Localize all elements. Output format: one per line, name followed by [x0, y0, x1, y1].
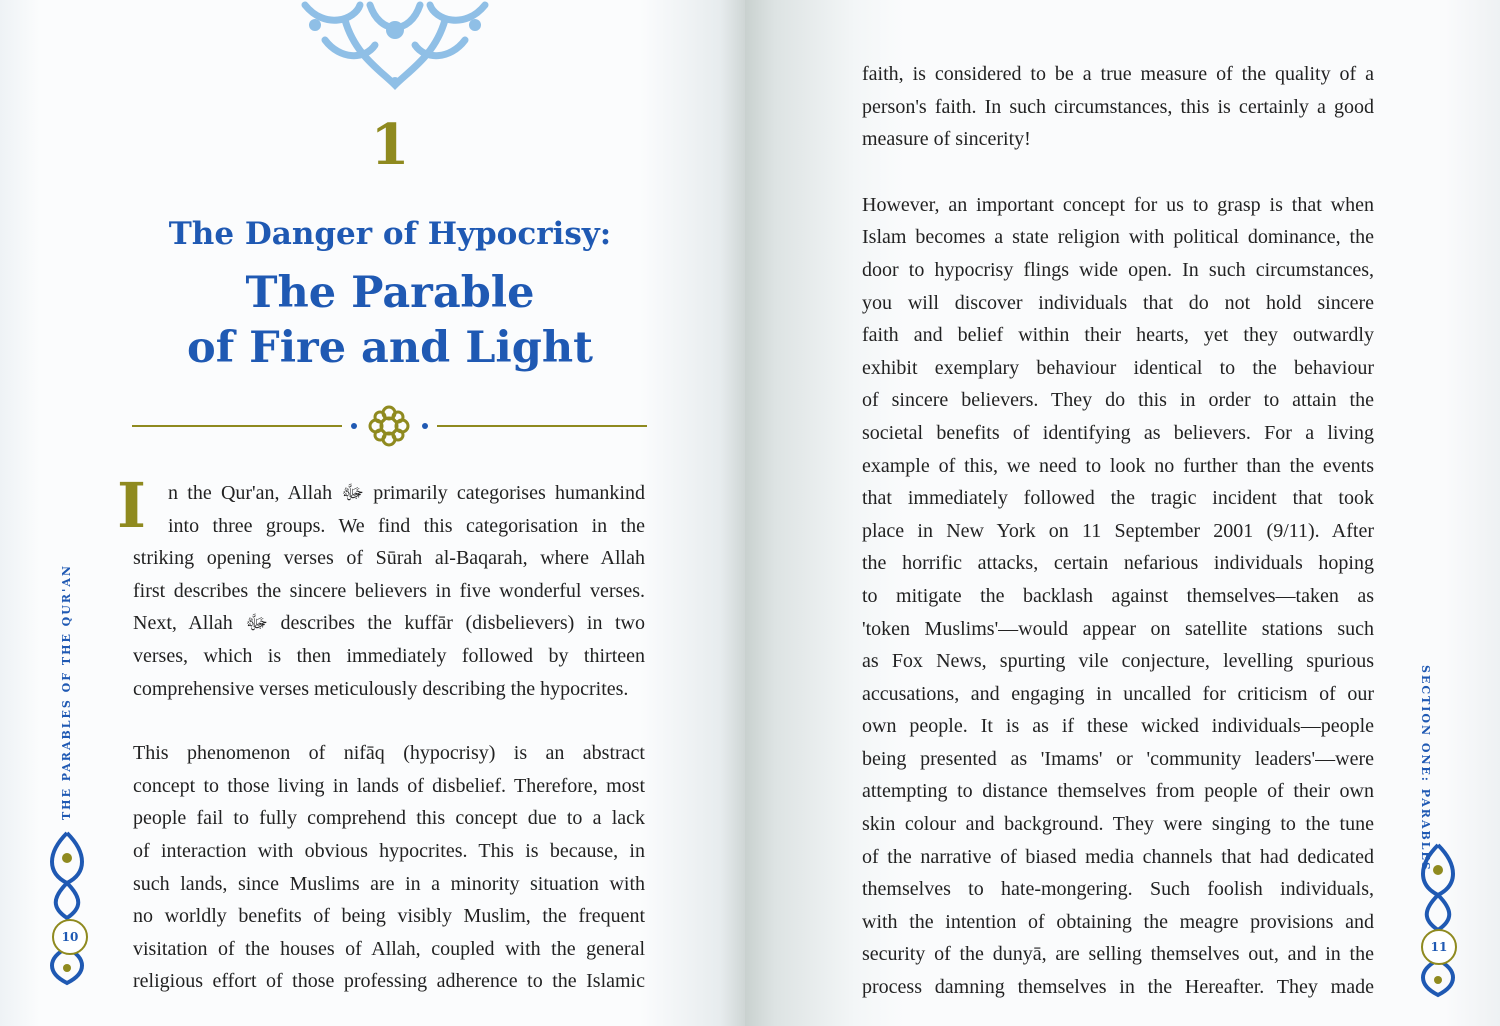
- right-body-text: [862, 58, 1374, 1004]
- text-line: measure of sincerity!: [862, 128, 1031, 151]
- floral-ornament-icon: [285, 0, 505, 92]
- text-line: into three groups. We find this categorisation in the: [168, 514, 645, 537]
- left-page: [0, 0, 745, 1026]
- right-page: [745, 0, 1500, 1026]
- text-line: Next, Allah ﷻ describes the kuffār (disbelievers) in two: [133, 612, 645, 635]
- text-line: people fail to fully comprehend this concept due to a lack: [133, 807, 645, 830]
- text-line: process damning themselves in the Hereafter. They made: [862, 976, 1374, 999]
- text-line: no worldly benefits of being visibly Muslim, the frequent: [133, 905, 645, 928]
- chapter-title-line-2: The Parable: [245, 268, 535, 318]
- text-line: the horrific attacks, certain nefarious individuals hoping: [862, 552, 1374, 575]
- chapter-number: 1: [370, 112, 410, 178]
- left-body-text: [133, 477, 645, 998]
- text-line: However, an important concept for us to grasp is that when: [862, 193, 1374, 216]
- text-line: comprehensive verses meticulously describing the hypocrites.: [133, 677, 629, 700]
- text-line: accusations, and engaging in uncalled for criticism of our: [862, 682, 1374, 705]
- text-line: concept to those living in lands of disbelief. Therefore, most: [133, 774, 645, 797]
- text-line: of interaction with obvious hypocrites. This is because, in: [133, 839, 645, 862]
- chapter-title-line-3: of Fire and Light: [187, 323, 593, 373]
- text-line: person's faith. In such circumstances, this is certainly a good: [862, 95, 1374, 118]
- text-line: to mitigate the backlash against themselves—taken as: [862, 584, 1374, 607]
- text-line: of the narrative of biased media channels that had dedicated: [862, 845, 1374, 868]
- text-line: skin colour and background. They were singing to the tune: [862, 813, 1374, 836]
- text-line: religious effort of those professing adherence to the Islamic: [133, 970, 645, 993]
- text-line: own people. It is as if these wicked individuals—people: [862, 715, 1374, 738]
- text-line: attempting to distance themselves from people of their own: [862, 780, 1374, 803]
- running-head-right: SECTION ONE: PARABLES: [1419, 665, 1432, 872]
- running-head-left: THE PARABLES OF THE QUR'AN: [60, 564, 73, 820]
- text-line: n the Qur'an, Allah ﷻ primarily categorises humankind: [168, 482, 645, 504]
- text-line: striking opening verses of Sūrah al-Baqarah, where Allah: [133, 547, 645, 570]
- text-line: societal benefits of identifying as believers. For a living: [862, 421, 1374, 444]
- side-ornament-icon: [42, 828, 92, 988]
- text-line: 'token Muslims'—would appear on satellite stations such: [862, 617, 1374, 640]
- text-line: that immediately followed the tragic incident that took: [862, 487, 1374, 510]
- text-line: you will discover individuals that do not hold sincere: [862, 291, 1374, 314]
- text-line: Islam becomes a state religion with political dominance, the: [862, 226, 1374, 249]
- page-number-left: 10: [52, 919, 88, 955]
- text-line: such lands, since Muslims are in a minority situation with: [133, 872, 645, 895]
- chapter-title-line-1: The Danger of Hypocrisy:: [168, 216, 612, 252]
- text-line: first describes the sincere believers in five wonderful verses.: [133, 579, 645, 602]
- text-line: of sincere believers. They do this in order to attain the: [862, 389, 1374, 412]
- side-ornament-icon: [1413, 840, 1463, 1000]
- text-line: themselves to hate-mongering. Such foolish individuals,: [862, 878, 1374, 901]
- title-divider-ornament: [132, 402, 647, 450]
- text-line: being presented as 'Imams' or 'community leaders'—were: [862, 747, 1374, 770]
- text-line: This phenomenon of nifāq (hypocrisy) is an abstract: [133, 742, 645, 765]
- text-line: visitation of the houses of Allah, coupled with the general: [133, 937, 645, 960]
- text-line: verses, which is then immediately followed by thirteen: [133, 644, 645, 667]
- text-line: security of the dunyā, are selling themselves out, and in the: [862, 943, 1374, 966]
- text-line: door to hypocrisy flings wide open. In such circumstances,: [862, 258, 1374, 281]
- text-line: place in New York on 11 September 2001 (9/11). After: [862, 519, 1374, 542]
- text-line: faith and belief within their hearts, yet they outwardly: [862, 324, 1374, 347]
- text-line: as Fox News, spurting vile conjecture, levelling spurious: [862, 650, 1374, 673]
- page-number-right: 11: [1421, 929, 1457, 965]
- text-line: faith, is considered to be a true measure of the quality of a: [862, 63, 1374, 85]
- drop-cap: I: [117, 469, 147, 542]
- text-line: with the intention of obtaining the meagre provisions and: [862, 910, 1374, 933]
- text-line: example of this, we need to look no further than the events: [862, 454, 1374, 477]
- text-line: exhibit exemplary behaviour identical to the behaviour: [862, 356, 1374, 379]
